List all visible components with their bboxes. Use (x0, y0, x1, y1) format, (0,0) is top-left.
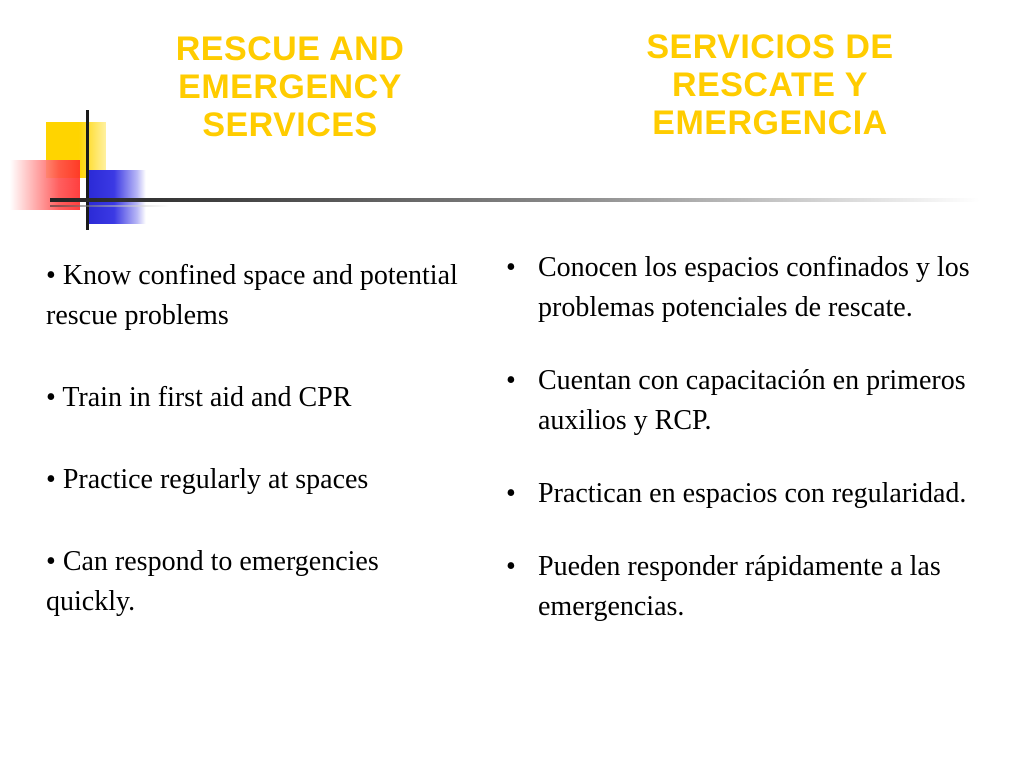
spanish-list-item (506, 474, 976, 514)
spanish-item-text: Cuentan con capacitación en primeros auxilios y RCP. (538, 365, 966, 436)
bullet-icon: • (46, 464, 56, 495)
english-list-item (46, 460, 466, 500)
bullet-icon: • (46, 546, 56, 577)
spanish-list-item (506, 547, 976, 627)
spanish-list-item (506, 361, 976, 441)
english-title-line: EMERGENCY (178, 68, 402, 106)
bullet-icon: • (506, 551, 516, 582)
blue-square-decoration (88, 170, 146, 224)
spanish-item-text: Pueden responder rápidamente a las emergencias. (538, 551, 941, 622)
english-item-text: Can respond to emergencies quickly. (46, 546, 379, 617)
bullet-icon: • (506, 478, 516, 509)
english-item-text: Practice regularly at spaces (62, 464, 369, 495)
spanish-bullet-list (506, 248, 976, 660)
spanish-title (585, 28, 955, 142)
bullet-icon: • (46, 260, 56, 291)
red-square-decoration (10, 160, 80, 210)
english-title-line: RESCUE AND (175, 30, 405, 68)
spanish-title-line: RESCATE Y (672, 66, 868, 104)
bullet-icon: • (506, 365, 516, 396)
horizontal-divider-line (50, 198, 980, 202)
spanish-item-text: Practican en espacios con regularidad. (538, 478, 967, 509)
bullet-icon: • (46, 382, 56, 413)
spanish-list-item (506, 248, 976, 328)
english-list-item (46, 256, 466, 336)
english-item-text: Train in first aid and CPR (62, 382, 352, 413)
spanish-item-text: Conocen los espacios confinados y los problemas potenciales de rescate. (538, 252, 970, 323)
english-list-item (46, 378, 466, 418)
vertical-line-decoration (86, 110, 89, 230)
english-list-item (46, 542, 466, 622)
spanish-title-line: EMERGENCIA (652, 104, 888, 142)
english-item-text: Know confined space and potential rescue problems (46, 260, 458, 331)
horizontal-divider-shadow (50, 205, 170, 207)
english-bullet-list (46, 256, 466, 664)
spanish-title-line: SERVICIOS DE (646, 28, 894, 66)
english-title (110, 30, 470, 144)
bullet-icon: • (506, 252, 516, 283)
english-title-line: SERVICES (202, 106, 378, 144)
